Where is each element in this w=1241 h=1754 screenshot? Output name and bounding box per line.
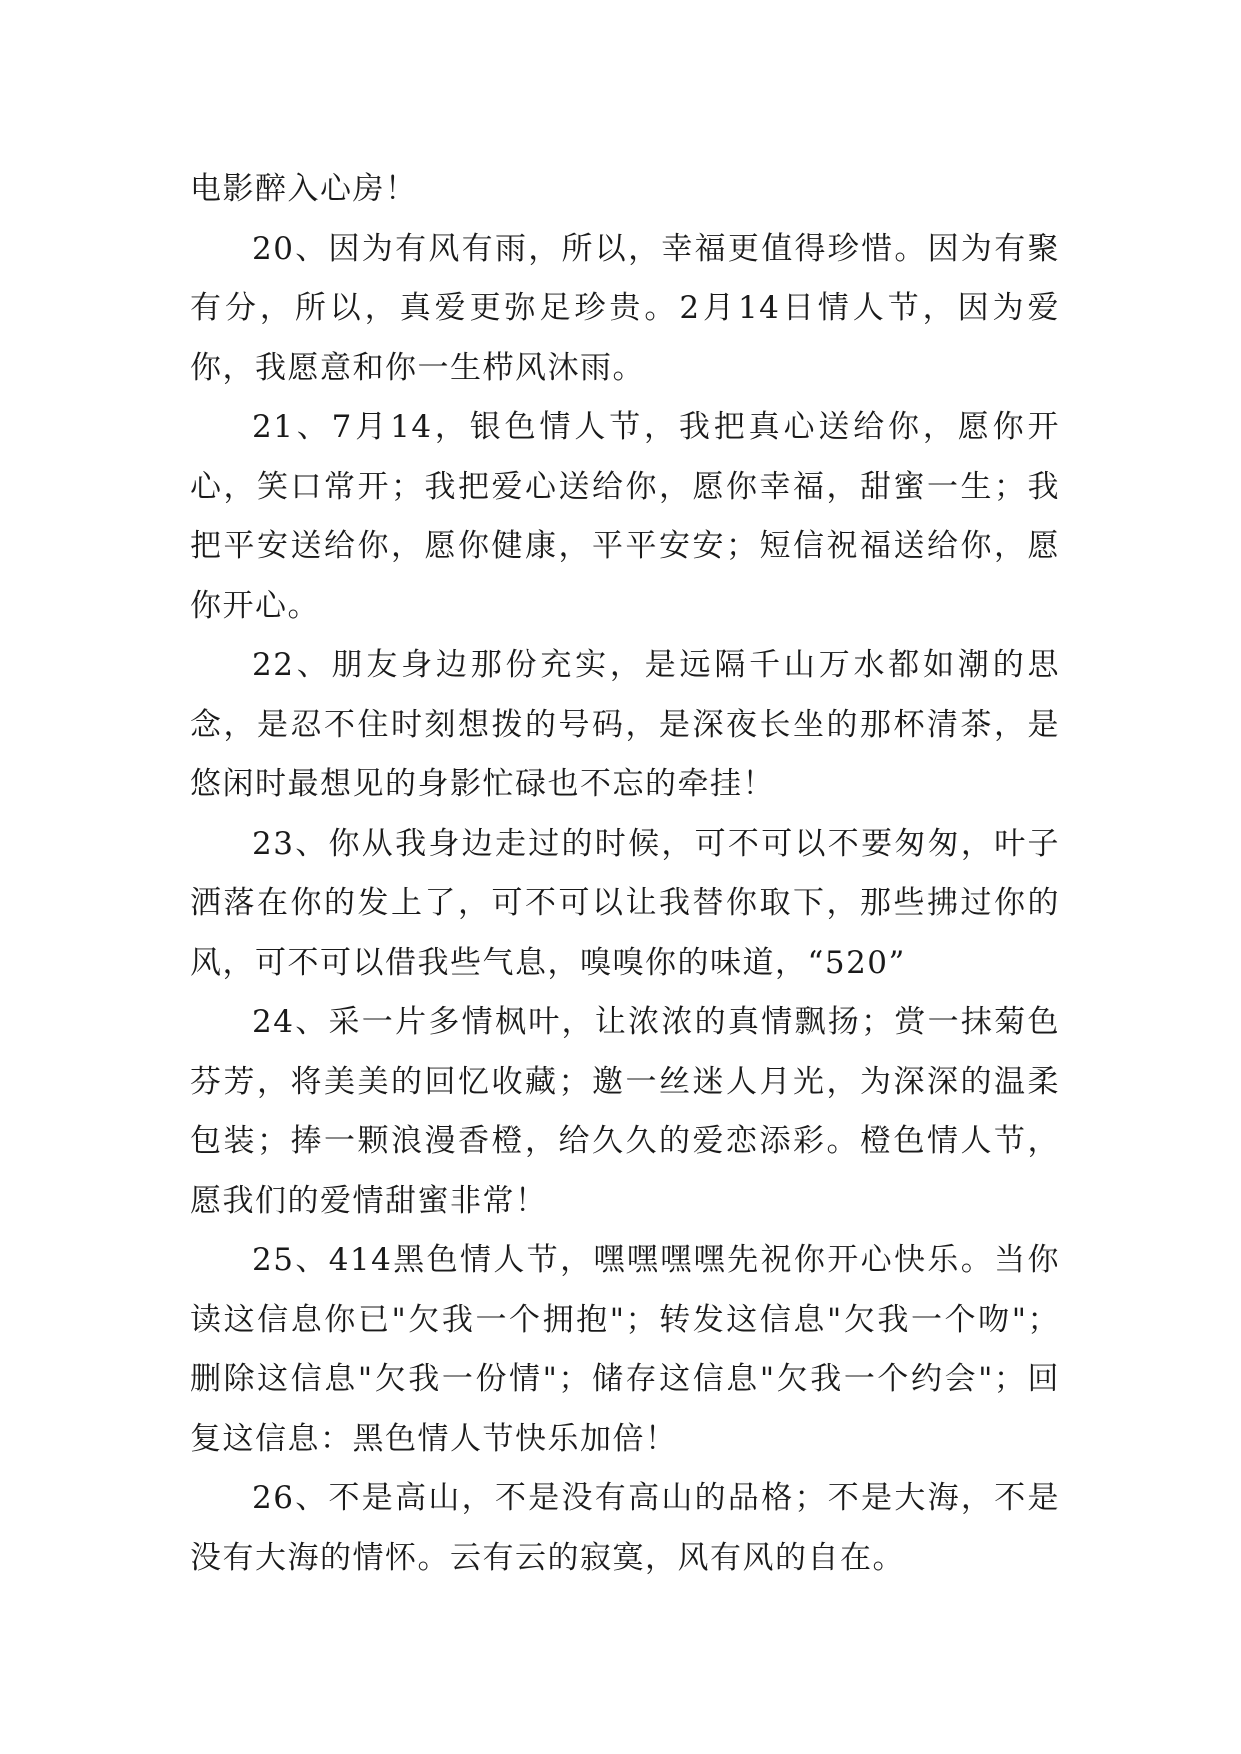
paragraph-continuation: 电影醉入心房！: [190, 171, 418, 207]
paragraph-24: 24、采一片多情枫叶，让浓浓的真情飘扬；赏一抹菊色芬芳，将美美的回忆收藏；邀一丝迷人月光，为深深的温柔包装；捧一颗浪漫香橙，给久久的爱恋添彩。橙色情人节，愿我们的爱情甜蜜非常！: [190, 1004, 1060, 1219]
paragraph-20: 20、因为有风有雨，所以，幸福更值得珍惜。因为有聚有分，所以，真爱更弥足珍贵。2月14日情人节，因为爱你，我愿意和你一生栉风沐雨。: [190, 230, 1060, 386]
paragraph-22: 22、朋友身边那份充实，是远隔千山万水都如潮的思念，是忍不住时刻想拨的号码，是深夜长坐的那杯清茶，是悠闲时最想见的身影忙碌也不忘的牵挂！: [190, 647, 1060, 802]
paragraph-25: 25、414黑色情人节，嘿嘿嘿嘿先祝你开心快乐。当你读这信息你已"欠我一个拥抱"；转发这信息"欠我一个吻"；删除这信息"欠我一份情"；储存这信息"欠我一个约会"；回复这信息：黑色情人节快乐加倍！: [190, 1242, 1060, 1457]
paragraph-26: 26、不是高山，不是没有高山的品格；不是大海，不是没有大海的情怀。云有云的寂寞，风有风的自在。: [190, 1480, 1060, 1576]
document-body: [190, 160, 1060, 1588]
paragraph-23: 23、你从我身边走过的时候，可不可以不要匆匆，叶子洒落在你的发上了，可不可以让我替你取下，那些拂过你的风，可不可以借我些气息，嗅嗅你的味道，“520”: [190, 825, 1060, 981]
paragraph-21: 21、7月14，银色情人节，我把真心送给你，愿你开心，笑口常开；我把爱心送给你，愿你幸福，甜蜜一生；我把平安送给你，愿你健康，平平安安；短信祝福送给你，愿你开心。: [190, 409, 1060, 624]
